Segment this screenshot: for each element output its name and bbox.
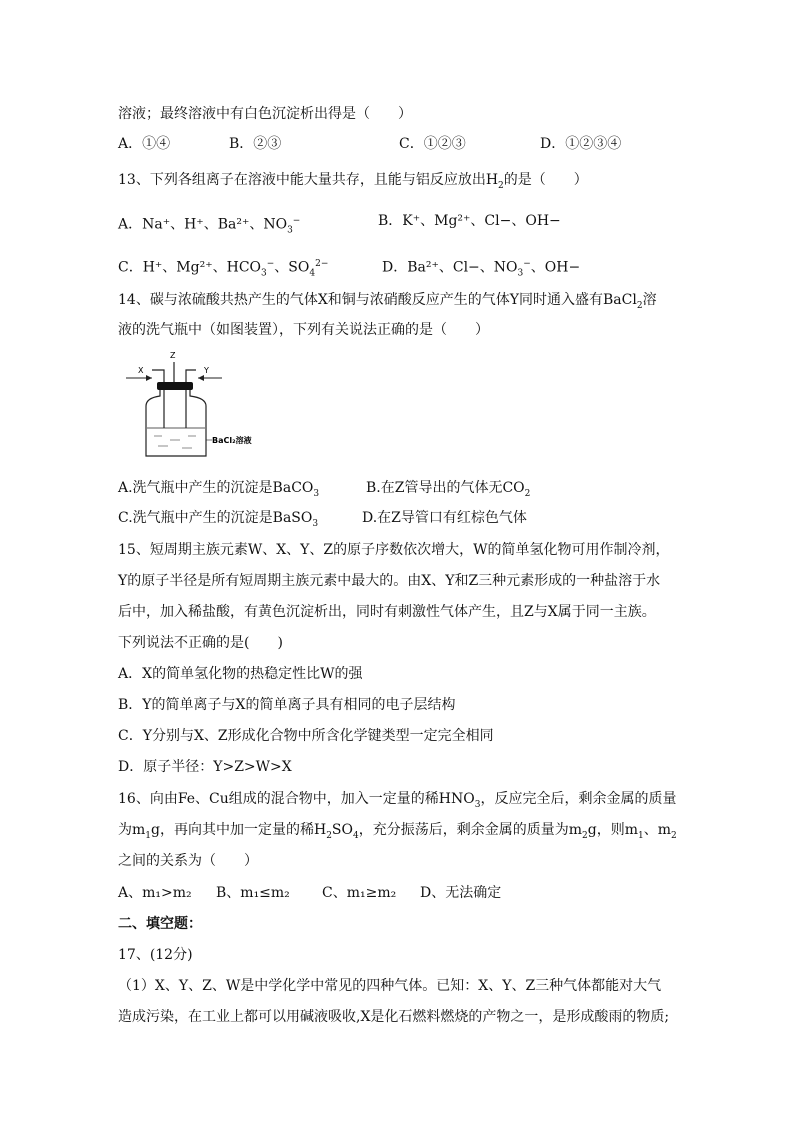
solution-label: BaCl₂溶液 [212,436,252,445]
q16-option-a: A、m₁>m₂ [118,885,192,901]
q16-option-d: D、无法确定 [420,885,502,901]
q16-stem-line3: 之间的关系为（ ） [118,853,258,869]
q13-option-a: A．Na⁺、H⁺、Ba²⁺、$NO_3^-$ [118,216,301,236]
q14-option-d: D.在Z导管口有红棕色气体 [362,510,527,526]
q12-tail: 溶液；最终溶液中有白色沉淀析出得是（ ） [118,106,412,122]
bottle-outline [146,390,206,456]
section-heading-fill-in: 二、填空题： [118,916,202,932]
x-label: X [138,366,144,375]
y-label: Y [204,366,209,375]
q12-option-c: C．①②③ [399,136,466,152]
q13-stem: 13、下列各组离子在溶液中能大量共存，且能与铝反应放出$H_2$的是（ ） [118,172,588,191]
rubber-stopper [157,382,193,390]
q15-option-c: C．Y分别与X、Z形成化合物中所含化学键类型一定完全相同 [118,728,494,744]
q15-stem-line3: 后中，加入稀盐酸，有黄色沉淀析出，同时有刺激性气体产生，且Z与X属于同一主族。 [118,604,656,620]
q14-stem-line1: 14、碳与浓硫酸共热产生的气体X和铜与浓硝酸反应产生的气体Y同时通入盛有BaCl$_2$溶 [118,292,657,311]
q15-option-b: B．Y的简单离子与X的简单离子具有相同的电子层结构 [118,697,456,713]
q15-stem-line4: 下列说法不正确的是( ) [118,635,283,651]
x-tube [152,370,164,428]
q17-line1: （1）X、Y、Z、W是中学化学中常见的四种气体。已知：X、Y、Z三种气体都能对大气 [118,978,662,994]
q16-stem-line1: 16、向由Fe、Cu组成的混合物中，加入一定量的稀$HNO_3$，反应完全后，剩余金属的质量 [118,791,677,810]
gas-washing-bottle-diagram [124,348,274,460]
q13-option-b: B．K⁺、Mg²⁺、Cl−、OH− [378,213,561,229]
q14-option-c: C.洗气瓶中产生的沉淀是BaSO$_3$ [118,510,319,529]
q16-option-b: B、m₁≤m₂ [216,885,290,901]
q12-option-b: B．②③ [229,136,282,152]
y-tube [186,370,196,428]
q15-stem-line2: Y的原子半径是所有短周期主族元素中最大的。由X、Y和Z三种元素形成的一种盐溶于水 [118,573,661,589]
q17-heading: 17、(12分) [118,947,193,963]
q17-line2: 造成污染，在工业上都可以用碱液吸收,X是化石燃料燃烧的产物之一，是形成酸雨的物质; [118,1009,670,1025]
q15-option-a: A．X的简单氢化物的热稳定性比W的强 [118,666,363,682]
q16-stem-line2: 为$m_1g$，再向其中加一定量的稀$H_2SO_4$，充分振荡后，剩余金属的质量为$m_2g$，则$m_1$、$m_2$ [118,822,677,841]
q13-option-c: C．H⁺、Mg²⁺、$HCO_3^-$、$SO_4^{2-}$ [118,259,329,279]
z-label: Z [170,351,176,360]
q13-option-d: D．Ba²⁺、Cl−、$NO_3^-$、OH− [382,259,581,279]
q16-option-c: C、m₁≥m₂ [322,885,397,901]
q12-option-a: A．①④ [118,136,171,152]
q14-stem-line2: 液的洗气瓶中（如图装置），下列有关说法正确的是（ ） [118,322,489,338]
q15-option-d: D．原子半径：Y>Z>W>X [118,759,292,775]
q12-option-d: D．①②③④ [540,136,622,152]
q14-option-b: B.在Z管导出的气体无$CO_2$ [366,480,531,499]
q15-stem-line1: 15、短周期主族元素W、X、Y、Z的原子序数依次增大，W的简单氢化物可用作制冷剂， [118,542,670,558]
q14-option-a: A.洗气瓶中产生的沉淀是BaCO$_3$ [118,480,320,499]
